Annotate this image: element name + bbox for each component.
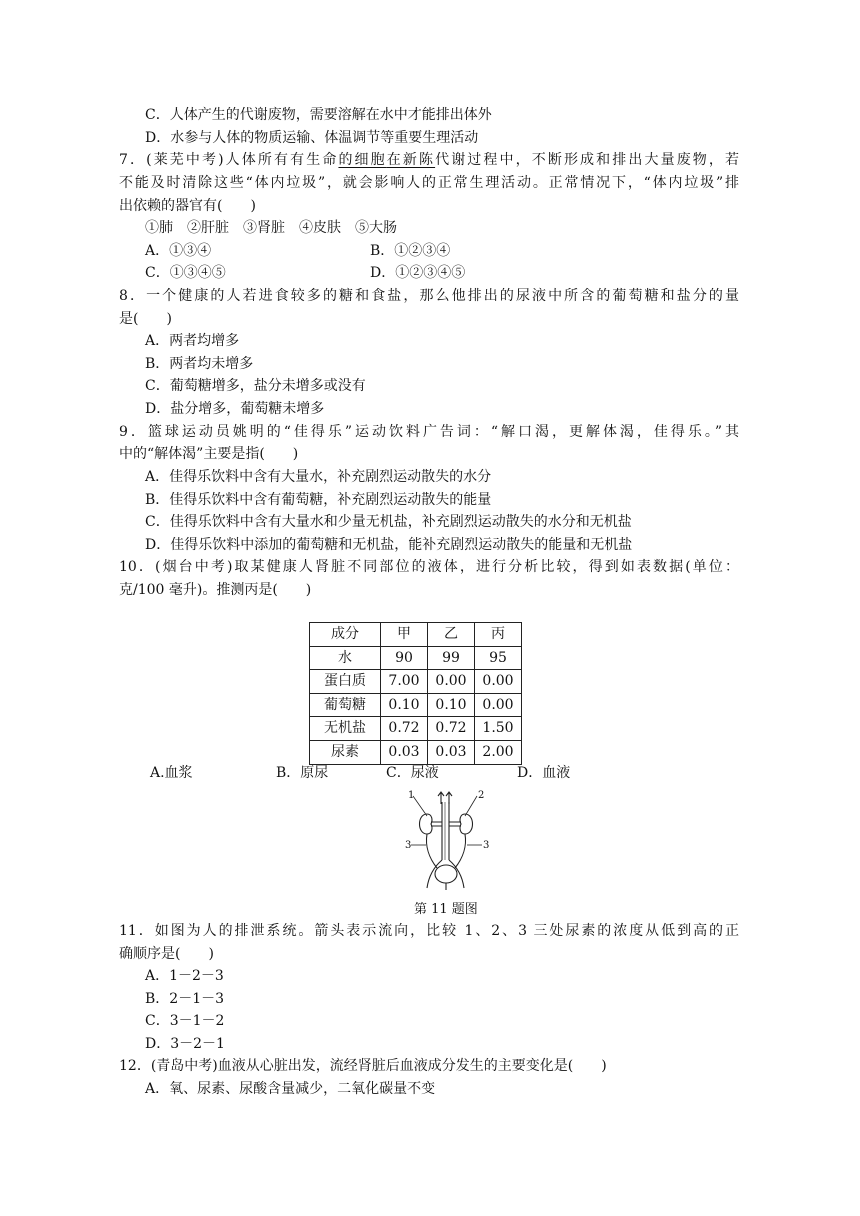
q8-option-d: D．盐分增多，葡萄糖未增多 bbox=[145, 401, 325, 417]
table-header-cell: 丙 bbox=[475, 623, 522, 647]
table-row bbox=[310, 717, 522, 741]
table-cell: 99 bbox=[428, 646, 475, 670]
q11-stem-line2: 确顺序是( ) bbox=[119, 946, 214, 962]
table-row bbox=[310, 670, 522, 694]
left-kidney bbox=[420, 814, 432, 834]
q10-option-a: A.血浆 bbox=[150, 765, 193, 781]
q8-stem-line2: 是( ) bbox=[119, 311, 172, 327]
right-kidney bbox=[460, 814, 472, 834]
table-cell: 水 bbox=[310, 646, 381, 670]
q9-option-a: A．佳得乐饮料中含有大量水，补充剧烈运动散失的水分 bbox=[145, 469, 492, 485]
q8-stem-line1: 8．一个健康的人若进食较多的糖和食盐，那么他排出的尿液中所含的葡萄糖和盐分的量 bbox=[119, 288, 739, 304]
table-cell: 蛋白质 bbox=[310, 670, 381, 694]
q8-option-c: C．葡萄糖增多，盐分未增多或没有 bbox=[145, 378, 366, 394]
table-cell: 0.03 bbox=[428, 740, 475, 764]
q9-stem-line2: 中的“解体渴”主要是指( ) bbox=[119, 446, 299, 462]
q9-option-c: C．佳得乐饮料中含有大量水和少量无机盐，补充剧烈运动散失的水分和无机盐 bbox=[145, 514, 632, 530]
q12-option-a: A．氧、尿素、尿酸含量减少，二氧化碳量不变 bbox=[145, 1081, 436, 1097]
q9-stem-line1: 9．篮球运动员姚明的“佳得乐”运动饮料广告词：“解口渴，更解体渴，佳得乐。”其 bbox=[119, 424, 739, 440]
right-ureter bbox=[455, 834, 466, 868]
q6-option-c: C．人体产生的代谢废物，需要溶解在水中才能排出体外 bbox=[145, 107, 492, 123]
renal-vessel bbox=[449, 822, 461, 826]
table-cell: 1.50 bbox=[475, 717, 522, 741]
table-cell: 葡萄糖 bbox=[310, 693, 381, 717]
table-cell: 尿素 bbox=[310, 740, 381, 764]
q7-underlined-1: 的细胞 bbox=[338, 152, 387, 168]
major-vessel bbox=[442, 802, 449, 860]
left-ureter bbox=[426, 834, 437, 868]
renal-vessel bbox=[431, 822, 442, 826]
q7-stem-line1: 7．(莱芜中考)人体所有有生命的细胞在新陈代谢过程中，不断形成和排出大量废物，若 bbox=[119, 152, 740, 168]
table-cell: 90 bbox=[381, 646, 428, 670]
leader-line-2 bbox=[465, 796, 477, 816]
arrow-up-icon bbox=[446, 792, 452, 804]
table-cell: 0.00 bbox=[475, 670, 522, 694]
q11-option-c: C．3－1－2 bbox=[145, 1013, 225, 1029]
q8-option-a: A．两者均增多 bbox=[145, 333, 240, 349]
q7-organ-list: ①肺 ②肝脏 ③肾脏 ④皮肤 ⑤大肠 bbox=[145, 220, 397, 236]
table-row bbox=[310, 740, 522, 764]
figure-label-3-left: 3 bbox=[405, 840, 412, 851]
q10-option-b: B．原尿 bbox=[276, 765, 329, 781]
table-cell: 2.00 bbox=[475, 740, 522, 764]
figure-label-3-right: 3 bbox=[483, 840, 490, 851]
table-cell: 无机盐 bbox=[310, 717, 381, 741]
q10-option-c: C．尿液 bbox=[386, 765, 439, 781]
table-row bbox=[310, 693, 522, 717]
q10-data-table bbox=[309, 622, 522, 765]
leader-line-1 bbox=[413, 796, 427, 816]
q11-option-a: A．1－2－3 bbox=[145, 968, 224, 984]
q7-option-c: C．①③④⑤ bbox=[145, 265, 226, 281]
q9-option-b: B．佳得乐饮料中含有葡萄糖，补充剧烈运动散失的能量 bbox=[145, 492, 492, 508]
q8-option-b: B．两者均未增多 bbox=[145, 356, 254, 372]
table-cell: 0.72 bbox=[381, 717, 428, 741]
q11-option-b: B．2－1－3 bbox=[145, 991, 225, 1007]
table-cell: 7.00 bbox=[381, 670, 428, 694]
q11-stem-line1: 11．如图为人的排泄系统。箭头表示流向，比较 1、2、3 三处尿素的浓度从低到高的正 bbox=[119, 923, 739, 939]
figure-label-2: 2 bbox=[478, 790, 485, 801]
table-cell: 0.00 bbox=[428, 670, 475, 694]
table-header-row bbox=[310, 623, 522, 647]
q7-underlined-2: 在新陈 bbox=[386, 152, 436, 168]
q7-option-d: D．①②③④⑤ bbox=[370, 265, 466, 281]
table-header-cell: 成分 bbox=[310, 623, 381, 647]
table-cell: 0.10 bbox=[428, 693, 475, 717]
q6-option-d: D．水参与人体的物质运输、体温调节等重要生理活动 bbox=[145, 130, 479, 146]
q9-option-d: D．佳得乐饮料中添加的葡萄糖和无机盐，能补充剧烈运动散失的能量和无机盐 bbox=[145, 537, 633, 553]
q10-stem-line2: 克/100 毫升)。推测丙是( ) bbox=[119, 582, 312, 598]
q7-stem-line2: 不能及时清除这些“体内垃圾”，就会影响人的正常生理活动。正常情况下，“体内垃圾”排 bbox=[119, 175, 739, 191]
urinary-system-figure bbox=[405, 790, 490, 890]
q12-stem-line1: 12．(青岛中考)血液从心脏出发，流经肾脏后血液成分发生的主要变化是( ) bbox=[119, 1058, 607, 1074]
figure-label-1: 1 bbox=[408, 790, 415, 801]
table-header-cell: 甲 bbox=[381, 623, 428, 647]
figure-caption: 第 11 题图 bbox=[414, 902, 478, 917]
q7-option-b: B．①②③④ bbox=[370, 243, 451, 259]
q10-stem-line1: 10．(烟台中考)取某健康人肾脏不同部位的液体，进行分析比较，得到如表数据(单位： bbox=[119, 559, 739, 575]
table-cell: 0.00 bbox=[475, 693, 522, 717]
q7-stem-line3: 出依赖的器官有( ) bbox=[119, 198, 256, 214]
arrow-up-icon bbox=[438, 792, 444, 804]
table-cell: 0.03 bbox=[381, 740, 428, 764]
table-header-cell: 乙 bbox=[428, 623, 475, 647]
table-row bbox=[310, 646, 522, 670]
q11-option-d: D．3－2－1 bbox=[145, 1036, 225, 1052]
table-cell: 0.72 bbox=[428, 717, 475, 741]
bladder bbox=[435, 865, 457, 883]
table-cell: 0.10 bbox=[381, 693, 428, 717]
table-cell: 95 bbox=[475, 646, 522, 670]
q7-option-a: A．①③④ bbox=[145, 243, 212, 259]
q10-option-d: D．血液 bbox=[517, 765, 571, 781]
